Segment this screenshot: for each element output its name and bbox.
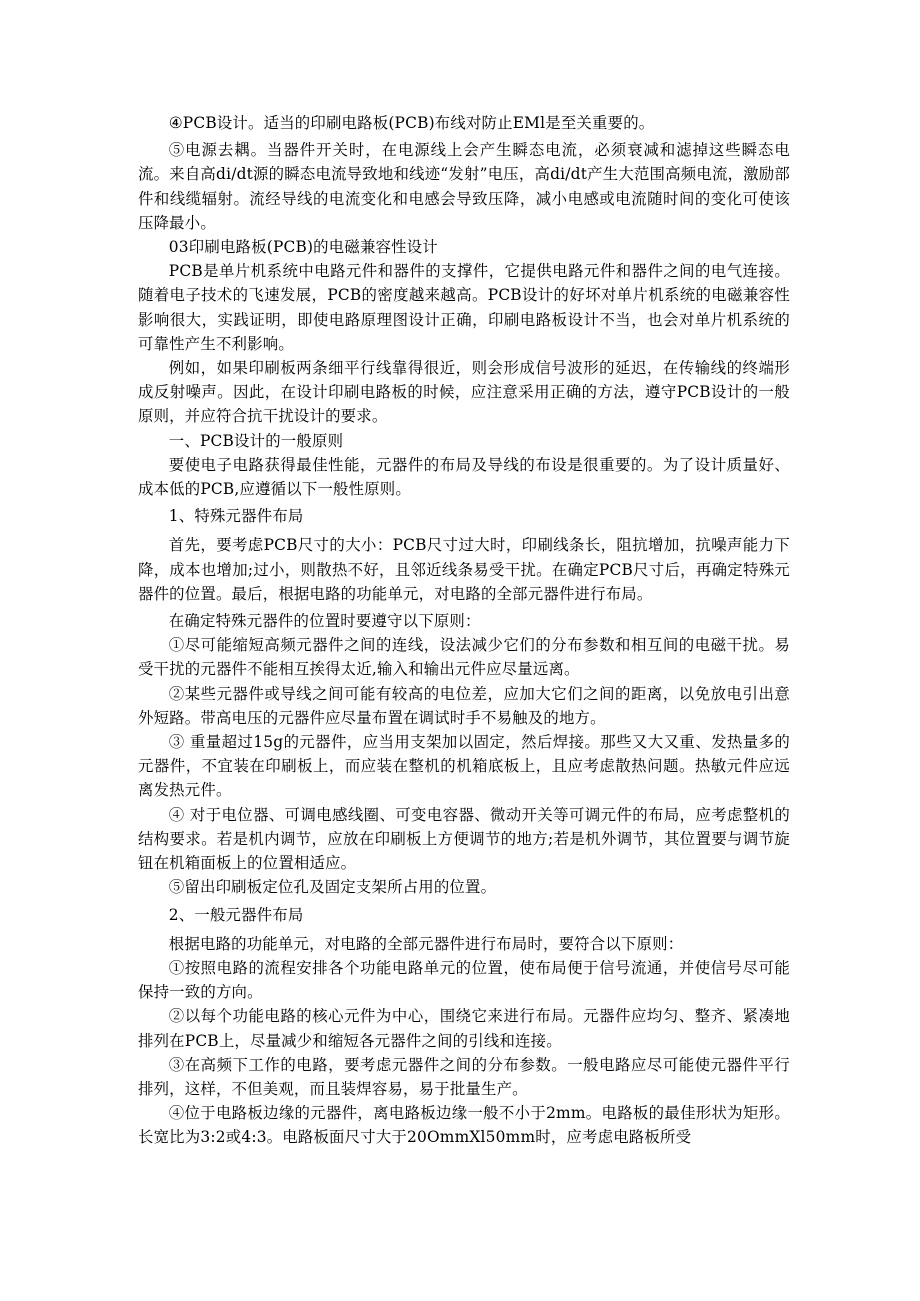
paragraph-power-decoupling: ⑤电源去耦。当器件开关时，在电源线上会产生瞬态电流，必须衰减和滤掉这些瞬态电流。来自高di/dt源的瞬态电流导致地和线迹“发射”电压，高di/dt产生大范围高频电流，激励部件和线缆辐射。流经导线的电流变化和电感会导致压降，减小电感或电流随时间的变化可使该压降最小。: [138, 141, 790, 232]
paragraph-pcb-size: 首先，要考虑PCB尺寸的大小：PCB尺寸过大时，印刷线条长，阻抗增加，抗噪声能力下降，成本也增加;过小，则散热不好，且邻近线条易受干扰。在确定PCB尺寸后，再确定特殊元器件的位置。最后，根据电路的功能单元，对电路的全部元器件进行布局。: [138, 536, 790, 603]
list-item-general-1: ①按照电路的流程安排各个功能电路单元的位置，使布局便于信号流通，并使信号尽可能保持一致的方向。: [138, 958, 790, 1002]
heading-special-component-layout: 1、特殊元器件布局: [168, 507, 304, 526]
section-heading-emc-design: 03印刷电路板(PCB)的电磁兼容性设计: [168, 238, 438, 257]
heading-general-principles: 一、PCB设计的一般原则: [168, 431, 344, 450]
list-item-general-2: ②以每个功能电路的核心元件为中心，围绕它来进行布局。元器件应均匀、整齐、紧凑地排列在PCB上，尽量减少和缩短各元器件之间的引线和连接。: [138, 1007, 790, 1050]
paragraph-pcb-design: ④PCB设计。适当的印刷电路板(PCB)布线对防止EMl是至关重要的。: [168, 114, 655, 132]
paragraph-best-performance: 要使电子电路获得最佳性能，元器件的布局及导线的布设是很重要的。为了设计质量好、成本低的PCB,应遵循以下一般性原则。: [138, 455, 790, 499]
list-item-special-3: ③ 重量超过15g的元器件，应当用支架加以固定，然后焊接。那些又大又重、发热量多的元器件，不宜装在印刷板上，而应装在整机的机箱底板上，且应考虑散热问题。热敏元件应远离发热元件。: [138, 733, 790, 800]
list-item-general-3: ③在高频下工作的电路，要考虑元器件之间的分布参数。一般电路应尽可能使元器件平行排列，这样，不但美观，而且装焊容易，易于批量生产。: [138, 1055, 790, 1098]
paragraph-general-rules-intro: 根据电路的功能单元，对电路的全部元器件进行布局时，要符合以下原则：: [168, 934, 684, 953]
list-item-special-5: ⑤留出印刷板定位孔及固定支架所占用的位置。: [168, 878, 497, 897]
paragraph-pcb-intro: PCB是单片机系统中电路元件和器件的支撑件，它提供电路元件和器件之间的电气连接。随着电子技术的飞速发展，PCB的密度越来越高。PCB设计的好坏对单片机系统的电磁兼容性影响很大，实践证明，即使电路原理图设计正确，印刷电路板设计不当，也会对单片机系统的可靠性产生不利影响。: [138, 262, 790, 353]
list-item-special-1: ①尽可能缩短高频元器件之间的连线，设法减少它们的分布参数和相互间的电磁干扰。易受干扰的元器件不能相互挨得太近,输入和输出元件应尽量远离。: [138, 636, 790, 679]
document-page: [138, 111, 790, 1150]
heading-general-component-layout: 2、一般元器件布局: [168, 905, 304, 924]
list-item-general-4: ④位于电路板边缘的元器件，离电路板边缘一般不小于2mm。电路板的最佳形状为矩形。长宽比为3:2或4:3。电路板面尺寸大于20OmmXl50mm时，应考虑电路板所受: [138, 1104, 790, 1147]
list-item-special-2: ②某些元器件或导线之间可能有较高的电位差，应加大它们之间的距离，以免放电引出意外短路。带高电压的元器件应尽量布置在调试时手不易触及的地方。: [138, 684, 790, 727]
paragraph-example: 例如，如果印刷板两条细平行线靠得很近，则会形成信号波形的延迟，在传输线的终端形成反射噪声。因此，在设计印刷电路板的时候，应注意采用正确的方法，遵守PCB设计的一般原则，并应符合抗干扰设计的要求。: [138, 359, 790, 426]
paragraph-special-rules-intro: 在确定特殊元器件的位置时要遵守以下原则：: [168, 612, 481, 631]
list-item-special-4: ④ 对于电位器、可调电感线圈、可变电容器、微动开关等可调元件的布局，应考虑整机的结构要求。若是机内调节，应放在印刷板上方便调节的地方;若是机外调节，其位置要与调节旋钮在机箱面板上的位置相适应。: [138, 805, 790, 873]
